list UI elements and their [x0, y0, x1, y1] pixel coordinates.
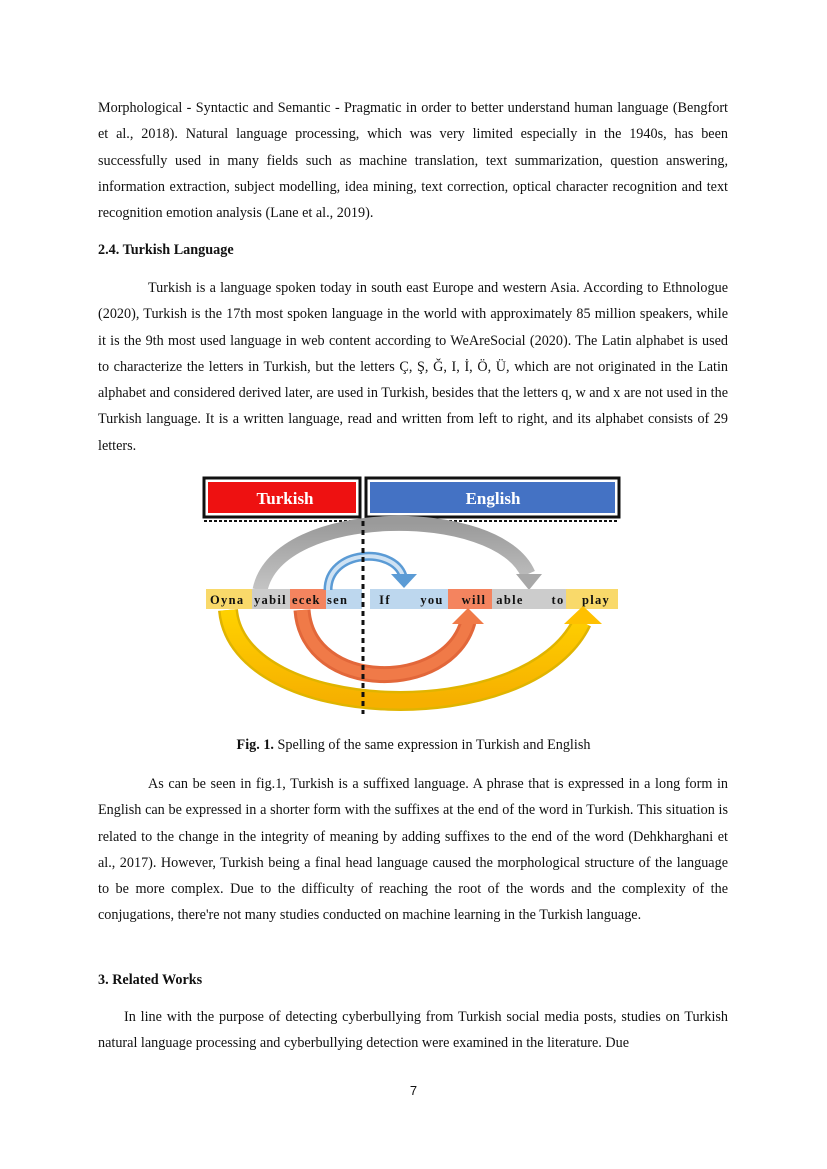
- section-heading-turkish-language: 2.4. Turkish Language: [98, 242, 234, 258]
- word-will-text: will: [461, 593, 487, 607]
- paragraph-related-works: In line with the purpose of detecting cyberbullying from Turkish social media posts, studies on Turkish natural language processing and cyberbullying detection were examined in the literature. Due: [98, 1009, 728, 1052]
- word-you-text: you: [420, 593, 444, 607]
- word-play-text: play: [581, 593, 611, 607]
- section-heading-related-works: 3. Related Works: [98, 972, 203, 988]
- word-segment-ecek-text: ecek: [292, 593, 321, 607]
- paragraph-nlp-intro: Morphological - Syntactic and Semantic - Pragmatic in order to better understand human language (Bengfort et al., 2018). Natural language processing, which was very limited especially in the 1940s, has been successfully used in many fields such as machine translation, text summarization, question answering, information extraction, subject modelling, idea mining, text correction, optical character recognition and text recognition emotion analysis (Lane et al., 2019).: [98, 100, 728, 222]
- english-header-label: English: [465, 489, 521, 508]
- word-if-text: If: [379, 593, 391, 607]
- word-to-text: to: [551, 593, 565, 607]
- paragraph-suffixed-language: As can be seen in fig.1, Turkish is a suffixed language. A phrase that is expressed in a long form in English can be expressed in a shorter form with the suffixes at the end of the word in Turkish. This situation is related to the change in the integrity of meaning by adding suffixes to the end of the word (Dehkharghani et al., 2017). However, Turkish being a final head language caused the morphological structure of the language to be more complex. Due to the difficulty of reaching the root of the words and the complexity of the conjugations, there're not many studies conducted on machine learning in the Turkish language.: [98, 776, 728, 924]
- turkish-header-label: Turkish: [256, 489, 314, 508]
- orange-arrow: [302, 610, 468, 675]
- word-segment-sen-text: sen: [327, 593, 349, 607]
- page-number: 7: [409, 1083, 418, 1098]
- figure-caption-label: Fig. 1.: [236, 737, 274, 753]
- figure-caption-text: Spelling of the same expression in Turkish and English: [273, 737, 591, 753]
- word-able-text: able: [496, 593, 524, 607]
- yellow-arrow: [228, 610, 582, 701]
- figure-caption: [0, 737, 827, 754]
- figure-turkish-english: [198, 474, 628, 726]
- word-segment-yabil-text: yabil: [254, 593, 287, 607]
- word-segment-oyna-text: Oyna: [210, 593, 245, 607]
- paragraph-turkish-language: Turkish is a language spoken today in south east Europe and western Asia. According to Ethnologue (2020), Turkish is the 17th most spoken language in the world with approximately 85 million speakers, while it is the 9th most used language in web content according to WeAreSocial (2020). The Latin alphabet is used to characterize the letters in Turkish, but the letters Ç, Ş, Ğ, I, İ, Ö, Ü, which are not originated in the Latin alphabet and considered derived later, are used in Turkish, besides that the letters q, w and x are not used in the Turkish language. It is a written language, read and written from left to right, and its alphabet consists of 29 letters.: [98, 280, 728, 454]
- gray-arrow: [260, 523, 528, 590]
